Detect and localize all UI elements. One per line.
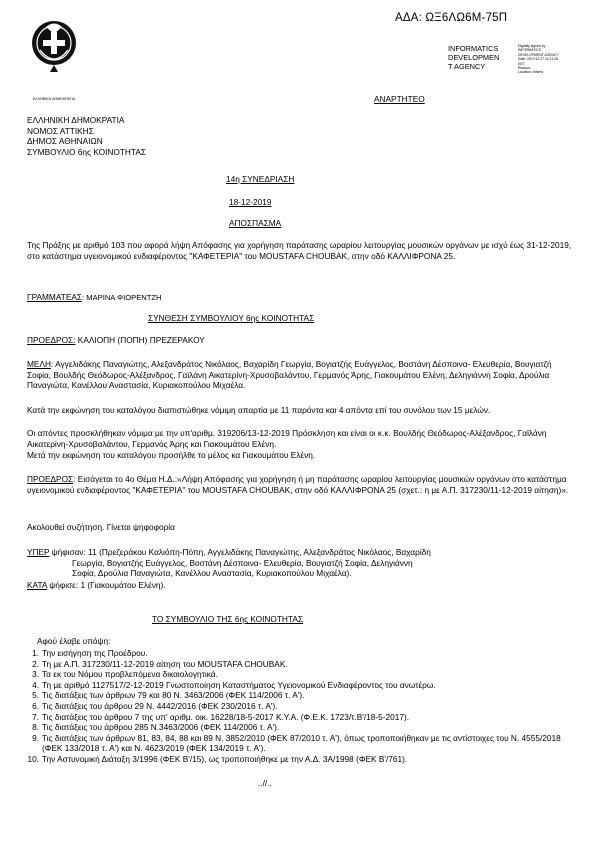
anartitea-label: ΑΝΑΡΤΗΤΕΟ [374, 94, 425, 104]
president-label: ΠΡΟΕΔΡΟΣ: [27, 335, 76, 345]
no-text: ψήφισε: 1 (Γιακουμάτου Ελένη). [46, 580, 166, 590]
signature-line: INFORMATICS [518, 48, 542, 53]
list-item: 10. Την Αστυνομική Διάταξη 3/1996 (ΦΕΚ Β'/15), ως τροποποιήθηκε με την Α.Δ. 3Α/1998 (ΦΕΚ Β'/761). [27, 753, 408, 764]
members-label: ΜΕΛΗ [27, 359, 51, 369]
invited-paragraph: Οι απόντες προσκλήθηκαν νόμιμα με την υπ'αριθμ. 319206/13-12-2019 Πρόσκληση και είναι οι κ.κ. Βουλδής Θεόδωρος-Αλέξανδρος, Γαϊλάνη Αικατερίνη-Χρυσοβαλάντου, Γερμανός Άρης και Γιακουμάτου Ελένη. [27, 428, 547, 449]
list-item: 6. Τις διατάξεις του άρθρου 29 Ν. 4442/2016 (ΦΕΚ 230/2016 τ. Α'). [32, 700, 278, 711]
seal-caption: ΕΛΛΗΝΙΚΗ ΔΗΜΟΚΡΑΤΙΑ [32, 96, 76, 101]
list-item: 4. Τη με αριθμό 1127517/2-12-2019 Γνωστοποίηση Καταστήματος Υγειονομικού Ενδιαφέροντος του ανωτέρω. [32, 679, 436, 690]
secretary-name: : ΜΑΡΙΝΑ ΦΙΟΡΕΝΤΖΗ [82, 293, 162, 302]
ada-code: ΑΔΑ: ΩΞ6ΛΩ6Μ-75Π [395, 12, 508, 24]
after-call-paragraph: Μετά την εκφώνηση του καταλόγου προσήλθε το μέλος κα Γιακουμάτου Ελένη. [27, 450, 316, 460]
members-text: : Αγγελιδάκης Παναγιώτης, Αλεξανδράτος Νικόλαος, Βαχαρίδη Γεωργία, Βογιατζής Ευάγγελος, Βοστάνη Δέσποινα- Ελευθερία, Βουγιατζή Σοφία, Βουλδής Θεόδωρος-Αλέξανδρος, Γαϊλάνη Αικατερίνη-Χρυσοβαλάντου, Γερμανός Άρης, Γιακουμάτου Ελένη, Δεληγιάννη Σοφία, Δρούλια Παναγιώτα, Κανέλλου Αναστασία, Κυριακοπούλου Μιχαέλα. [27, 359, 552, 391]
considered-heading: Αφού έλαβε υπόψη: [37, 636, 111, 646]
council-title: ΤΟ ΣΥΜΒΟΥΛΙΟ ΤΗΣ 6ης ΚΟΙΝΟΤΗΤΑΣ [152, 614, 304, 624]
list-item: 8. Τις διατάξεις του άρθρου 285 Ν.3463/2006 (ΦΕΚ 114/2006 τ. Α'). [32, 722, 280, 733]
signature-line: Location: Athens [518, 70, 544, 75]
session-number: 14η ΣΥΝΕΔΡΙΑΣΗ [226, 174, 295, 184]
list-item: 5. Τις διατάξεις των άρθρων 79 και 80 Ν. 3463/2006 (ΦΕΚ 114/2006 τ. Α'). [32, 690, 305, 701]
list-item: 2. Τη με Α.Π. 317230/11-12-2019 αίτηση του MOUSTAFA CHOUBAK. [32, 658, 288, 669]
ida-line: T AGENCY [448, 62, 486, 72]
president-agenda-paragraph [27, 474, 575, 495]
signature-line: EET [518, 61, 525, 66]
header-line: ΝΟΜΟΣ ΑΤΤΙΚΗΣ [27, 125, 94, 136]
no-label: ΚΑΤΑ [27, 580, 47, 590]
president-name: ΚΑΛΙΟΠΗ (ΠΟΠΗ) ΠΡΕΖΕΡΑΚΟΥ [77, 335, 205, 345]
president-line [27, 335, 575, 346]
president-agenda-text: : Εισάγεται το 4ο Θέμα Η.Δ.:«Λήψη Απόφασης για χορήγηση ή μη παράτασης ωραρίου λειτουργίας μουσικών οργάνων στο κατάστημα υγειονομικού ενδιαφέροντος "ΚΑΦΕΤΕΡΙΑ" του MOUSTAFA CHOUBAK, στην οδό ΚΑΛΛΙΦΡΟΝΑ 25 (σχετ.: η με Α.Π. 317230/11-12-2019 αίτηση)». [27, 474, 569, 495]
discussion-line: Ακολουθεί συζήτηση. Γίνεται ψηφοφορία [27, 522, 175, 532]
ida-line: DEVELOPMEN [448, 53, 500, 63]
header-line: ΔΗΜΟΣ ΑΘΗΝΑΙΩΝ [27, 136, 103, 147]
list-item: 3. Τα εκ του Νόμου προβλεπόμενα δικαιολογητικά. [32, 669, 218, 680]
composition-title: ΣΥΝΘΕΣΗ ΣΥΜΒΟΥΛΙΟΥ 6ης ΚΟΙΝΟΤΗΤΑΣ [148, 313, 315, 323]
apospasma-title: ΑΠΟΣΠΑΣΜΑ [229, 218, 282, 228]
list-item: 1. Την εισήγηση της Προέδρου. [32, 648, 148, 658]
list-item: 9. Τις διατάξεις των άρθρων 81, 83, 84, 88 και 89 Ν. 3852/2010 (ΦΕΚ 87/2010 τ. Α'), όπως τροποποιήθηκαν με τις αντίστοιχες του Ν. 4555/2018 (ΦΕΚ 133/2018 τ. Α') και Ν. 4623/2019 (ΦΕΚ 134/2019 τ. Α'). [32, 732, 561, 754]
votes-yes [27, 547, 575, 579]
signature-line: Date: 2019.12.27 11:21:28 [518, 57, 558, 62]
yes-line-3: Σοφία, Δρούλια Παναγιώτα, Κανέλλου Αναστασία, Κυριακοπούλου Μιχαέλα). [72, 568, 352, 579]
seal-emblem-icon [30, 16, 78, 82]
secretary-line [27, 292, 575, 304]
ida-line: INFORMATICS [448, 44, 499, 53]
list-item: 7. Τις διατάξεις του άρθρου 7 της υπ' αριθμ. οικ. 16228/18-5-2017 Κ.Υ.Α. (Φ.Ε.Κ. 1723/τ.Β'/18-5-2017). [32, 711, 410, 722]
intro-paragraph: Της Πράξης με αριθμό 103 που αφορά λήψη Απόφασης για χορήγηση παράτασης ωραρίου λειτουργίας μουσικών οργάνων με ισχύ έως 31-12-2019, στο κατάστημα υγειονομικού ενδιαφέροντος "ΚΑΦΕΤΕΡΙΑ" του MOUSTAFA CHOUBAK, στην οδό ΚΑΛΛΙΦΡΟΝΑ 25. [27, 240, 572, 261]
greek-republic-seal [30, 16, 78, 101]
informatics-agency-block [448, 44, 499, 72]
considered-list [23, 648, 583, 765]
yes-label: ΥΠΕΡ [27, 547, 50, 557]
header-line: ΕΛΛΗΝΙΚΗ ΔΗΜΟΚΡΑΤΙΑ [27, 115, 125, 125]
authority-header [27, 115, 575, 157]
signature-line: Digitally signed by [518, 44, 546, 48]
continued-marker: ..//.. [258, 778, 272, 788]
signature-line: DEVELOPMENT AGENCY [518, 52, 559, 57]
quorum-paragraph: Κατά την εκφώνηση του καταλόγου διαπιστώθηκε νόμιμη απαρτία με 11 παρόντα και 4 απόντα επί του συνόλου των 15 μελών. [27, 405, 491, 415]
members-paragraph [27, 359, 575, 391]
session-date: 18-12-2019 [229, 197, 272, 207]
digital-signature [518, 44, 578, 75]
signature-line: Reason: [518, 66, 531, 71]
yes-line-2: Γεωργία, Βογιατζής Ευάγγελος, Βοστάνη Δέσποινα- Ελευθερία, Βουγιατζή Σοφία, Δεληγιάννη [72, 557, 413, 568]
header-line: ΣΥΜΒΟΥΛΙΟ 6ης ΚΟΙΝΟΤΗΤΑΣ [27, 146, 147, 157]
president-agenda-label: ΠΡΟΕΔΡΟΣ [27, 474, 74, 484]
votes-no [27, 580, 575, 591]
yes-line-1: ψήφισαν: 11 (Πρεζεράκου Καλιόπη-Πόπη, Αγγελιδάκης Παναγιώτης, Αλεξανδράτος Νικόλαος, Βαχαρίδη [49, 547, 431, 557]
secretary-label: ΓΡΑΜΜΑΤΕΑΣ [27, 292, 83, 302]
